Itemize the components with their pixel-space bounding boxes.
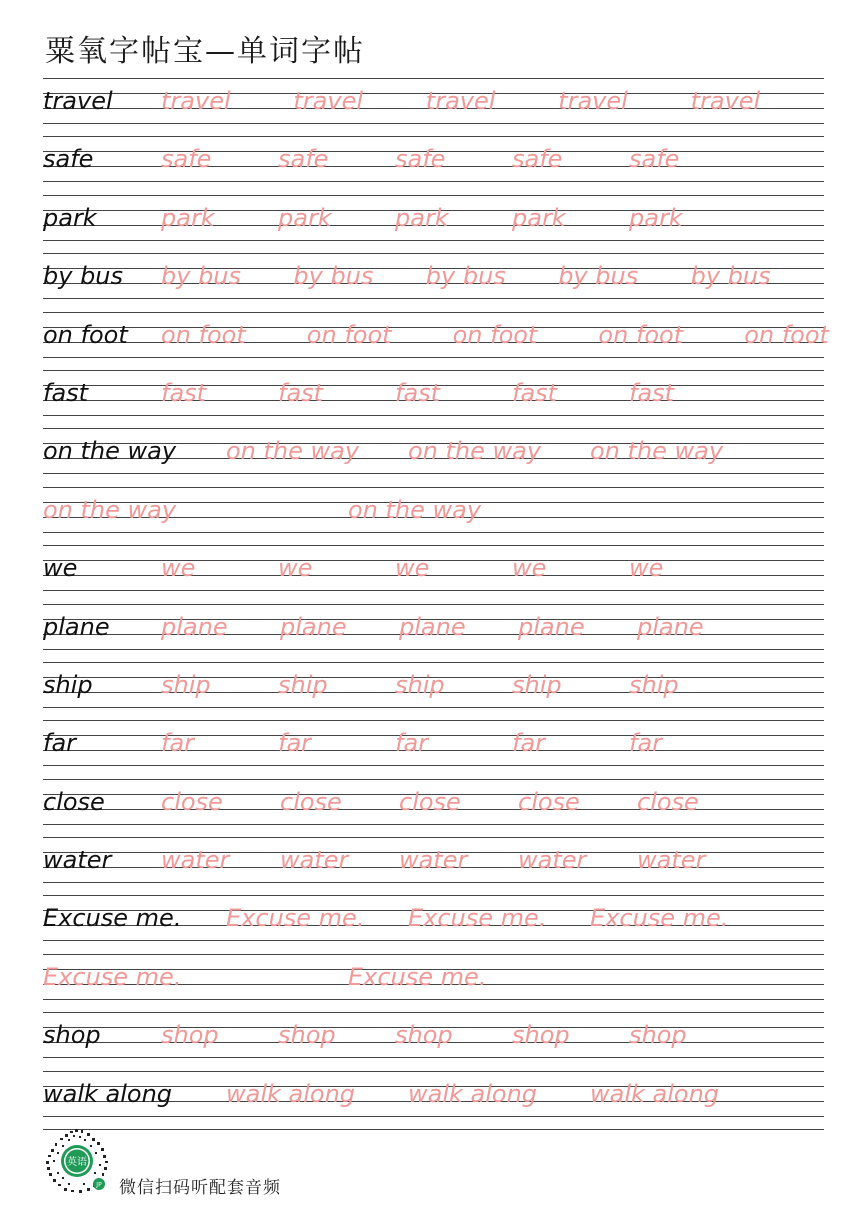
- practice-word: on the way: [43, 437, 177, 466]
- footer-caption: 微信扫码听配套音频: [119, 1178, 281, 1198]
- trace-word: plane: [518, 612, 585, 641]
- trace-word: safe: [629, 145, 680, 174]
- trace-word: walk along: [226, 1079, 356, 1108]
- trace-word: plane: [280, 612, 347, 641]
- trace-word: safe: [161, 145, 212, 174]
- trace-word: far: [161, 729, 195, 758]
- trace-word: by bus: [558, 262, 639, 291]
- trace-word: plane: [399, 612, 466, 641]
- qr-badge-text: 英语: [67, 1157, 87, 1168]
- trace-word: on foot: [161, 320, 246, 349]
- row-text: [43, 548, 824, 588]
- practice-word: walk along: [43, 1079, 173, 1108]
- ruled-line: [43, 779, 824, 780]
- ruled-line: [43, 940, 824, 941]
- practice-row: [43, 312, 829, 370]
- ruled-line: [43, 428, 824, 429]
- row-text: [43, 81, 824, 121]
- practice-word: travel: [43, 87, 113, 115]
- trace-word: safe: [512, 145, 563, 174]
- trace-word: park: [278, 203, 332, 232]
- practice-word: far: [43, 729, 77, 758]
- row-text: [43, 490, 824, 530]
- trace-word: travel: [161, 87, 231, 115]
- trace-word: travel: [558, 87, 628, 115]
- ruled-line: [43, 954, 824, 955]
- trace-word: water: [161, 846, 230, 875]
- practice-row: [43, 370, 824, 428]
- practice-row: [43, 428, 824, 486]
- trace-word: safe: [395, 145, 446, 174]
- footer: [43, 1127, 443, 1197]
- trace-word: by bus: [161, 262, 242, 291]
- trace-word: Excuse me.: [590, 904, 729, 933]
- ruled-line: [43, 357, 824, 358]
- page-title: 粟氧字帖宝—单词字帖: [45, 34, 365, 69]
- practice-word: plane: [43, 612, 110, 641]
- trace-word: travel: [293, 87, 364, 115]
- ruled-line: [43, 590, 824, 591]
- trace-word: ship: [512, 670, 562, 699]
- trace-word: fast: [161, 378, 207, 407]
- trace-word: by bus: [690, 262, 771, 291]
- ruled-line: [43, 895, 824, 896]
- trace-word: water: [637, 846, 706, 875]
- ruled-line: [43, 487, 824, 488]
- ruled-line: [43, 604, 824, 605]
- trace-word: by bus: [293, 262, 374, 291]
- row-text: [43, 957, 824, 997]
- practice-row: [43, 779, 824, 837]
- row-text: [43, 256, 824, 296]
- trace-word: close: [399, 787, 461, 816]
- row-text: [43, 898, 824, 938]
- trace-word: Excuse me.: [226, 904, 365, 933]
- row-text: [43, 373, 824, 413]
- trace-word: fast: [629, 378, 675, 407]
- practice-row: [43, 136, 824, 194]
- trace-word: water: [399, 846, 468, 875]
- trace-word: close: [161, 787, 223, 816]
- practice-row: [43, 662, 824, 720]
- row-text: [43, 1015, 824, 1055]
- trace-word: Excuse me.: [43, 962, 182, 991]
- ruled-line: [43, 1116, 824, 1117]
- trace-word: far: [395, 729, 429, 758]
- trace-word: we: [629, 554, 664, 583]
- row-text: [43, 723, 824, 763]
- trace-word: Excuse me.: [348, 962, 487, 991]
- trace-word: on foot: [452, 320, 538, 349]
- trace-word: shop: [629, 1021, 687, 1050]
- trace-word: on foot: [598, 320, 684, 349]
- trace-word: plane: [637, 612, 704, 641]
- trace-word: on the way: [226, 437, 360, 466]
- row-text: [43, 840, 824, 880]
- trace-word: Excuse me.: [408, 904, 547, 933]
- practice-row: [43, 895, 824, 953]
- ruled-line: [43, 240, 824, 241]
- row-text: [43, 315, 829, 355]
- practice-row: [43, 253, 824, 311]
- practice-row: [43, 78, 824, 136]
- trace-word: we: [512, 554, 547, 583]
- practice-row: [43, 604, 824, 662]
- ruled-line: [43, 707, 824, 708]
- trace-word: close: [280, 787, 342, 816]
- trace-word: walk along: [590, 1079, 720, 1108]
- ruled-line: [43, 181, 824, 182]
- copybook-sheet: [43, 78, 829, 1130]
- trace-word: park: [629, 203, 683, 232]
- ruled-line: [43, 415, 824, 416]
- ruled-line: [43, 253, 824, 254]
- ruled-line: [43, 195, 824, 196]
- trace-word: close: [518, 787, 580, 816]
- trace-word: shop: [512, 1021, 570, 1050]
- ruled-line: [43, 136, 824, 137]
- trace-word: fast: [278, 378, 324, 407]
- ruled-line: [43, 1057, 824, 1058]
- ruled-line: [43, 298, 824, 299]
- row-text: [43, 607, 824, 647]
- row-text: [43, 782, 824, 822]
- practice-row: [43, 1071, 824, 1129]
- practice-word: on foot: [43, 320, 128, 349]
- practice-word: we: [43, 554, 78, 583]
- ruled-line: [43, 1012, 824, 1013]
- trace-word: park: [512, 203, 566, 232]
- ruled-line: [43, 837, 824, 838]
- trace-word: ship: [395, 670, 445, 699]
- trace-word: fast: [395, 378, 441, 407]
- practice-word: Excuse me.: [43, 904, 182, 933]
- trace-word: walk along: [408, 1079, 538, 1108]
- practice-row: [43, 1012, 824, 1070]
- trace-word: close: [637, 787, 699, 816]
- ruled-line: [43, 545, 824, 546]
- trace-word: shop: [161, 1021, 219, 1050]
- practice-row: [43, 837, 824, 895]
- trace-word: on the way: [43, 495, 177, 524]
- trace-word: travel: [690, 87, 761, 115]
- row-text: [43, 431, 824, 471]
- trace-word: plane: [161, 612, 228, 641]
- trace-word: far: [512, 729, 546, 758]
- ruled-line: [43, 123, 824, 124]
- ruled-line: [43, 882, 824, 883]
- practice-word: safe: [43, 145, 94, 174]
- ruled-line: [43, 532, 824, 533]
- ruled-line: [43, 824, 824, 825]
- trace-word: safe: [278, 145, 329, 174]
- trace-word: on the way: [590, 437, 724, 466]
- row-text: [43, 198, 824, 238]
- trace-word: we: [278, 554, 313, 583]
- trace-word: by bus: [425, 262, 506, 291]
- row-text: [43, 1074, 824, 1114]
- practice-word: by bus: [43, 262, 124, 291]
- ruled-line: [43, 78, 824, 79]
- trace-word: we: [395, 554, 430, 583]
- trace-word: shop: [278, 1021, 336, 1050]
- trace-word: ship: [629, 670, 679, 699]
- trace-word: we: [161, 554, 196, 583]
- row-text: [43, 665, 824, 705]
- trace-word: shop: [395, 1021, 453, 1050]
- practice-row: [43, 195, 824, 253]
- trace-word: far: [629, 729, 663, 758]
- practice-row: [43, 954, 824, 1012]
- ruled-line: [43, 370, 824, 371]
- trace-word: water: [280, 846, 349, 875]
- ruled-line: [43, 473, 824, 474]
- trace-word: far: [278, 729, 312, 758]
- ruled-line: [43, 765, 824, 766]
- row-text: [43, 139, 824, 179]
- practice-word: shop: [43, 1021, 101, 1050]
- trace-word: on foot: [744, 320, 829, 349]
- trace-word: park: [395, 203, 449, 232]
- practice-word: close: [43, 787, 105, 816]
- trace-word: on the way: [348, 495, 482, 524]
- ruled-line: [43, 999, 824, 1000]
- ruled-line: [43, 1071, 824, 1072]
- qr-code-icon: [43, 1127, 111, 1195]
- practice-row: [43, 487, 824, 545]
- practice-word: ship: [43, 670, 93, 699]
- practice-word: fast: [43, 378, 89, 407]
- trace-word: fast: [512, 378, 558, 407]
- trace-word: on foot: [306, 320, 392, 349]
- practice-word: water: [43, 846, 112, 875]
- trace-word: ship: [278, 670, 328, 699]
- qr-code[interactable]: [43, 1127, 111, 1195]
- ruled-line: [43, 720, 824, 721]
- trace-word: park: [161, 203, 215, 232]
- practice-row: [43, 545, 824, 603]
- trace-word: ship: [161, 670, 211, 699]
- ruled-line: [43, 312, 824, 313]
- ruled-line: [43, 662, 824, 663]
- practice-word: park: [43, 203, 97, 232]
- trace-word: on the way: [408, 437, 542, 466]
- practice-row: [43, 720, 824, 778]
- trace-word: travel: [425, 87, 496, 115]
- trace-word: water: [518, 846, 587, 875]
- qr-corner-text: JP: [96, 1181, 102, 1189]
- ruled-line: [43, 649, 824, 650]
